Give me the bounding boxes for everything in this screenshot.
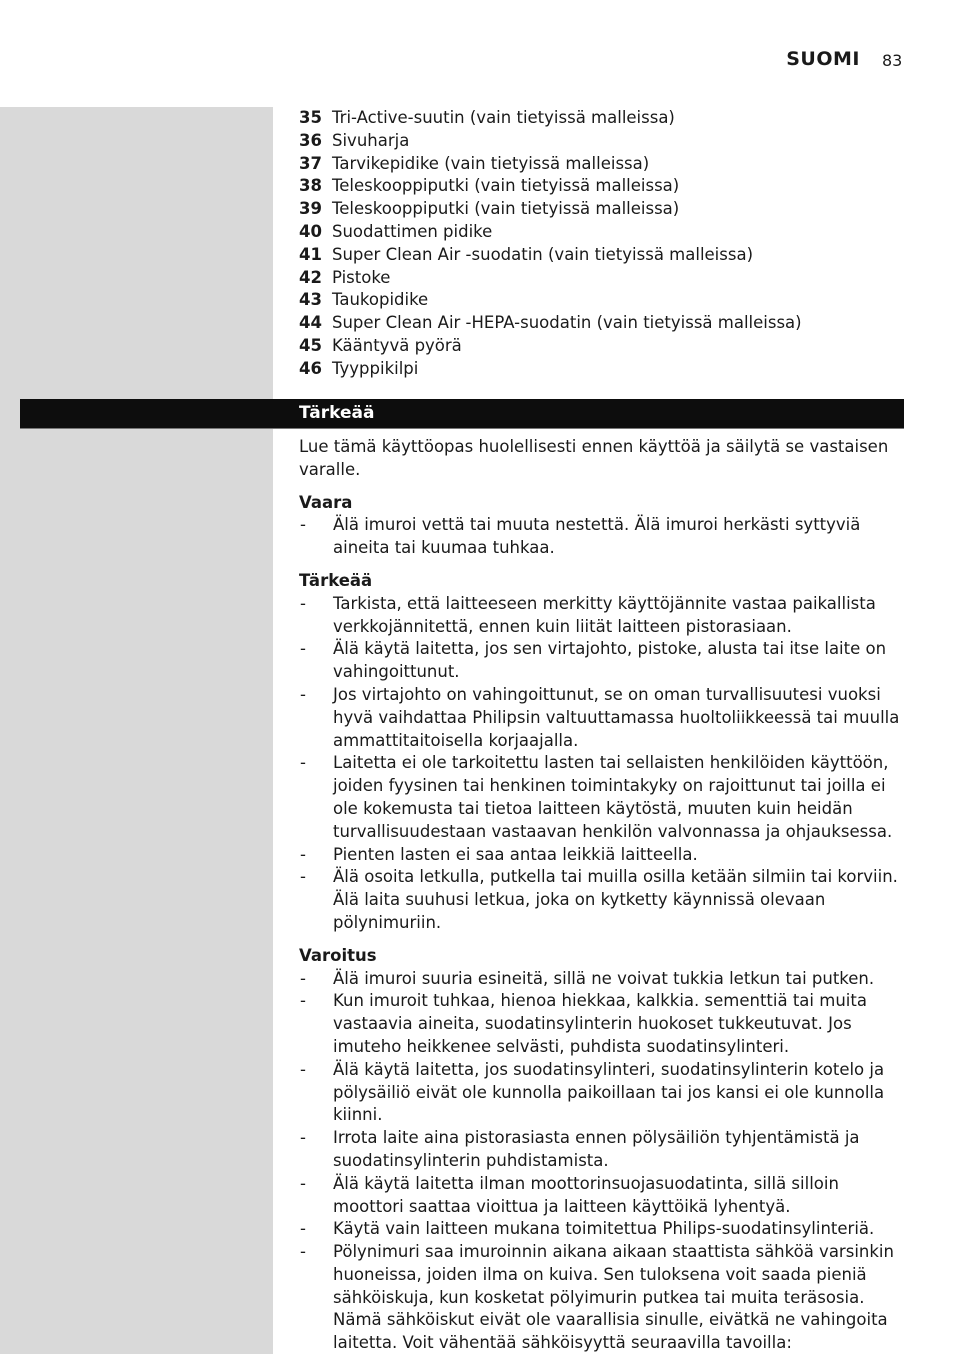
item-number: 44 — [299, 313, 322, 333]
left-margin-band — [0, 107, 273, 1354]
bullet-dash: - — [300, 968, 306, 988]
bullet-text: Älä käytä laitetta, jos suodatinsylinteri, suodatinsylinterin kotelo ja pölysäiliö eivät ole kunnolla paikoillaan tai jos kansi ei ole kunnolla kiinni. — [333, 1059, 885, 1125]
item-number: 40 — [299, 221, 322, 241]
list-item — [299, 1173, 909, 1219]
list-item — [299, 130, 909, 153]
warning-heading: Varoitus — [299, 945, 377, 965]
language-heading: SUOMI — [786, 48, 860, 70]
list-item — [299, 866, 909, 934]
bullet-dash: - — [300, 515, 306, 535]
item-number: 38 — [299, 176, 322, 196]
bullet-text: Tarkista, että laitteeseen merkitty käyttöjännite vastaa paikallista verkkojännitettä, ennen kuin liität laitteen pistorasiaan. — [333, 593, 876, 636]
intro-paragraph: Lue tämä käyttöopas huolellisesti ennen käyttöä ja säilytä se vastaisen varalle. — [299, 437, 889, 479]
list-item — [299, 244, 909, 267]
section-banner-title: Tärkeää — [299, 403, 375, 423]
list-item — [299, 1241, 909, 1355]
list-item — [299, 593, 909, 639]
item-label: Suodattimen pidike — [332, 221, 493, 241]
bullet-text: Älä osoita letkulla, putkella tai muilla osilla ketään silmiin tai korviin. Älä laita suuhusi letkua, joka on kytketty käynnissä olevaan pölynimuriin. — [333, 867, 898, 932]
list-item — [299, 1127, 909, 1173]
list-item — [299, 312, 909, 335]
section-banner — [20, 399, 904, 429]
list-item — [299, 221, 909, 244]
item-label: Taukopidike — [332, 290, 429, 310]
important-list — [299, 593, 909, 935]
list-item — [299, 684, 909, 752]
item-number: 43 — [299, 290, 322, 310]
bullet-text: Käytä vain laitteen mukana toimitettua Philips-suodatinsylinteriä. — [333, 1219, 875, 1239]
bullet-dash: - — [300, 639, 306, 659]
bullet-text: Älä imuroi suuria esineitä, sillä ne voivat tukkia letkun tai putken. — [333, 968, 875, 988]
item-label: Tyyppikilpi — [332, 358, 419, 378]
list-item — [299, 990, 909, 1058]
item-number: 36 — [299, 130, 322, 150]
list-item — [299, 153, 909, 176]
warning-list — [299, 968, 909, 1356]
bullet-dash: - — [300, 1219, 306, 1239]
item-number: 42 — [299, 267, 322, 287]
bullet-text: Älä käytä laitetta ilman moottorinsuojasuodatinta, sillä silloin moottori saattaa vioittua ja laitteen käyttöikä lyhentyä. — [333, 1173, 839, 1216]
bullet-dash: - — [300, 684, 306, 704]
bullet-dash: - — [300, 1059, 306, 1079]
item-number: 39 — [299, 199, 322, 219]
list-item — [299, 752, 909, 843]
item-label: Tarvikepidike (vain tietyissä malleissa) — [332, 153, 650, 173]
bullet-text: Jos virtajohto on vahingoittunut, se on oman turvallisuutesi vuoksi hyvä vaihdattaa Philipsin valtuuttamassa huoltoliikkeessä tai muulla ammattitaitoisella korjaajalla. — [333, 684, 900, 750]
parts-list — [299, 107, 909, 381]
list-item — [299, 968, 909, 991]
bullet-text: Pölynimuri saa imuroinnin aikana aikaan staattista sähköä varsinkin huoneissa, joiden ilma on kuiva. Sen tuloksena voit saada pieniä sähköiskuja, kun kosketat pölyimurin putkea tai muita teräsosia. Nämä sähköiskut eivät ole vaarallisia sinulle, eivätkä ne vahingoita laitetta. Voit vähentää sähköisyyttä seuraavilla tavoilla: — [333, 1242, 894, 1353]
item-label: Tri-Active-suutin (vain tietyissä malleissa) — [332, 108, 675, 127]
bullet-text: Irrota laite aina pistorasiasta ennen pölysäiliön tyhjentämistä ja suodatinsylinterin puhdistamista. — [333, 1128, 860, 1170]
item-label: Super Clean Air -HEPA-suodatin (vain tietyissä malleissa) — [332, 313, 802, 333]
item-number: 37 — [299, 153, 322, 173]
list-item — [299, 335, 909, 358]
item-number: 35 — [299, 108, 322, 127]
bullet-text: Kun imuroit tuhkaa, hienoa hiekkaa, kalkkia. sementtiä tai muita vastaavia aineita, suodatinsylinterin huokoset tukkeutuvat. Jos imuteho heikkenee selvästi, puhdista suodatinsylinteri. — [333, 991, 867, 1056]
item-label: Kääntyvä pyörä — [332, 335, 462, 355]
list-item — [299, 358, 909, 381]
bullet-dash: - — [300, 1173, 306, 1193]
bullet-dash: - — [300, 753, 306, 773]
list-item — [299, 1218, 909, 1241]
important-section — [299, 436, 909, 1365]
list-item — [299, 198, 909, 221]
item-number: 46 — [299, 358, 322, 378]
item-label: Sivuharja — [332, 130, 410, 150]
danger-list — [299, 514, 909, 560]
list-item — [299, 844, 909, 867]
page-number: 83 — [882, 51, 903, 70]
important-heading: Tärkeää — [299, 570, 373, 590]
bullet-dash: - — [300, 593, 306, 613]
danger-heading: Vaara — [299, 492, 353, 512]
bullet-text: Älä käytä laitetta, jos sen virtajohto, pistoke, alusta tai itse laite on vahingoittunut. — [333, 639, 887, 682]
item-number: 45 — [299, 335, 322, 355]
item-label: Teleskooppiputki (vain tietyissä malleissa) — [332, 199, 680, 219]
item-number: 41 — [299, 244, 322, 264]
bullet-dash: - — [300, 844, 306, 864]
list-item — [299, 638, 909, 684]
list-item — [299, 514, 909, 560]
bullet-dash: - — [300, 991, 306, 1011]
bullet-dash: - — [300, 867, 306, 887]
bullet-dash: - — [300, 1128, 306, 1148]
list-item — [299, 107, 909, 130]
bullet-dash: - — [300, 1242, 306, 1262]
item-label: Teleskooppiputki (vain tietyissä malleissa) — [332, 176, 680, 196]
list-item — [299, 267, 909, 290]
bullet-text: Pienten lasten ei saa antaa leikkiä laitteella. — [333, 844, 698, 864]
list-item — [299, 1059, 909, 1127]
item-label: Pistoke — [332, 267, 391, 287]
item-label: Super Clean Air -suodatin (vain tietyissä malleissa) — [332, 244, 753, 264]
bullet-text: Älä imuroi vettä tai muuta nestettä. Älä imuroi herkästi syttyviä aineita tai kuumaa tuhkaa. — [333, 515, 861, 558]
list-item — [299, 175, 909, 198]
bullet-text: Laitetta ei ole tarkoitettu lasten tai sellaisten henkilöiden käyttöön, joiden fyysinen tai henkinen toimintakyky on rajoittunut tai joilla ei ole kokemusta tai tietoa laitteen käytöstä, muuten kuin heidän turvallisuudestaan vastaavan henkilön valvonnassa ja ohjauksessa. — [333, 753, 893, 841]
list-item — [299, 289, 909, 312]
